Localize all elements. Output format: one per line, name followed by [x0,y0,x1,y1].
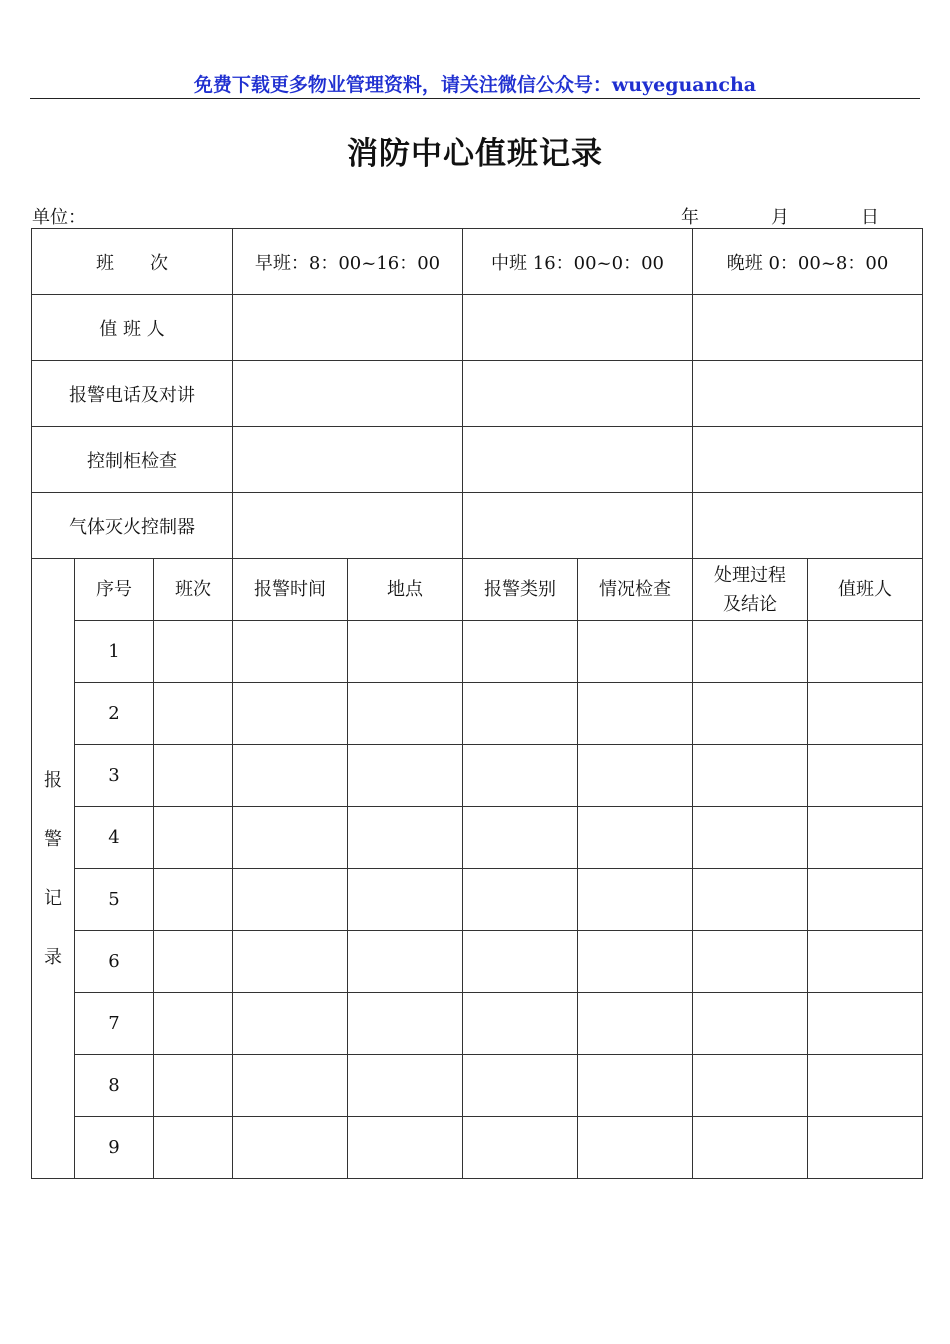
entry-cell[interactable] [693,295,923,361]
col-header-alarm-time: 报警时间 [233,559,348,621]
entry-cell[interactable] [693,361,923,427]
table-row [32,621,923,683]
entry-cell[interactable] [693,993,808,1055]
entry-cell[interactable] [693,493,923,559]
entry-cell[interactable] [348,683,463,745]
entry-cell[interactable] [463,427,693,493]
entry-cell[interactable] [463,931,578,993]
table-row [32,295,923,361]
entry-cell[interactable] [808,993,923,1055]
entry-cell[interactable] [693,427,923,493]
entry-cell[interactable] [463,1117,578,1179]
entry-cell[interactable] [808,621,923,683]
row-label: 班 次 [32,229,233,295]
entry-cell[interactable] [578,993,693,1055]
side-char: 记 [44,887,62,909]
entry-cell[interactable] [808,1117,923,1179]
col-header-inspection: 情况检查 [578,559,693,621]
table-row [32,427,923,493]
entry-cell[interactable] [154,1055,233,1117]
row-number: 9 [75,1117,154,1179]
col-header-handling-line1: 处理过程 [714,564,787,586]
table-row [32,493,923,559]
entry-cell[interactable] [693,745,808,807]
entry-cell[interactable] [693,1055,808,1117]
table-row [32,931,923,993]
entry-cell[interactable] [233,683,348,745]
col-header-duty-person: 值班人 [808,559,923,621]
entry-cell[interactable] [233,807,348,869]
entry-cell[interactable] [578,931,693,993]
table-row [32,1055,923,1117]
entry-cell[interactable] [233,361,463,427]
table-row [32,1117,923,1179]
table-row [32,745,923,807]
side-char: 报 [44,769,62,791]
entry-cell[interactable] [348,745,463,807]
row-label: 报警电话及对讲 [32,361,233,427]
row-label: 控制柜检查 [32,427,233,493]
shift-night: 晚班 0：00~8：00 [693,229,923,295]
unit-label: 单位： [32,207,86,228]
entry-cell[interactable] [348,993,463,1055]
entry-cell[interactable] [233,1117,348,1179]
entry-cell[interactable] [578,621,693,683]
entry-cell[interactable] [154,1117,233,1179]
entry-cell[interactable] [154,621,233,683]
row-number: 6 [75,931,154,993]
entry-cell[interactable] [154,869,233,931]
alarm-record-side-label [32,559,75,1179]
entry-cell[interactable] [808,869,923,931]
entry-cell[interactable] [233,621,348,683]
promo-banner: 免费下载更多物业管理资料，请关注微信公众号：wuyeguancha [193,74,757,96]
entry-cell[interactable] [578,683,693,745]
row-number: 4 [75,807,154,869]
entry-cell[interactable] [348,1055,463,1117]
row-label: 值 班 人 [32,295,233,361]
row-number: 7 [75,993,154,1055]
row-label: 气体灭火控制器 [32,493,233,559]
duty-record-table [31,228,923,1179]
entry-cell[interactable] [463,869,578,931]
row-number: 1 [75,621,154,683]
entry-cell[interactable] [808,931,923,993]
entry-cell[interactable] [578,869,693,931]
entry-cell[interactable] [154,807,233,869]
entry-cell[interactable] [463,807,578,869]
entry-cell[interactable] [693,1117,808,1179]
entry-cell[interactable] [808,1055,923,1117]
row-number: 5 [75,869,154,931]
entry-cell[interactable] [233,295,463,361]
shift-early: 早班：8：00~16：00 [233,229,463,295]
entry-cell[interactable] [578,1055,693,1117]
side-char: 警 [44,828,62,850]
entry-cell[interactable] [463,745,578,807]
entry-cell[interactable] [578,1117,693,1179]
entry-cell[interactable] [233,931,348,993]
entry-cell[interactable] [348,931,463,993]
entry-cell[interactable] [233,745,348,807]
date-day-label: 日 [861,207,879,228]
table-row [32,361,923,427]
entry-cell[interactable] [233,427,463,493]
row-number: 8 [75,1055,154,1117]
col-header-alarm-type: 报警类别 [463,559,578,621]
entry-cell[interactable] [154,993,233,1055]
table-row [32,993,923,1055]
col-header-handling-line2: 及结论 [723,593,778,615]
shift-middle: 中班 16：00~0：00 [463,229,693,295]
entry-cell[interactable] [233,493,463,559]
entry-cell[interactable] [693,683,808,745]
entry-cell[interactable] [233,869,348,931]
entry-cell[interactable] [693,931,808,993]
entry-cell[interactable] [693,621,808,683]
row-number: 3 [75,745,154,807]
date-month-label: 月 [771,207,789,228]
table-row [32,807,923,869]
table-row [32,869,923,931]
entry-cell[interactable] [154,745,233,807]
table-row [32,683,923,745]
col-header-handling [693,559,808,621]
col-header-seq: 序号 [75,559,154,621]
alarm-header-row [32,559,923,621]
entry-cell[interactable] [463,361,693,427]
entry-cell[interactable] [463,621,578,683]
entry-cell[interactable] [233,993,348,1055]
entry-cell[interactable] [348,869,463,931]
row-number: 2 [75,683,154,745]
date-year-label: 年 [681,207,699,228]
col-header-location: 地点 [348,559,463,621]
col-header-shift: 班次 [154,559,233,621]
entry-cell[interactable] [348,807,463,869]
entry-cell[interactable] [463,683,578,745]
entry-cell[interactable] [578,807,693,869]
entry-cell[interactable] [463,993,578,1055]
page-title: 消防中心值班记录 [347,136,603,172]
entry-cell[interactable] [463,493,693,559]
entry-cell[interactable] [693,869,808,931]
entry-cell[interactable] [154,931,233,993]
entry-cell[interactable] [463,295,693,361]
side-char: 录 [44,946,62,968]
entry-cell[interactable] [808,683,923,745]
entry-cell[interactable] [154,683,233,745]
entry-cell[interactable] [693,807,808,869]
entry-cell[interactable] [233,1055,348,1117]
entry-cell[interactable] [578,745,693,807]
shift-row [32,229,923,295]
entry-cell[interactable] [808,807,923,869]
entry-cell[interactable] [348,621,463,683]
entry-cell[interactable] [348,1117,463,1179]
entry-cell[interactable] [808,745,923,807]
header-divider [30,98,920,99]
entry-cell[interactable] [463,1055,578,1117]
